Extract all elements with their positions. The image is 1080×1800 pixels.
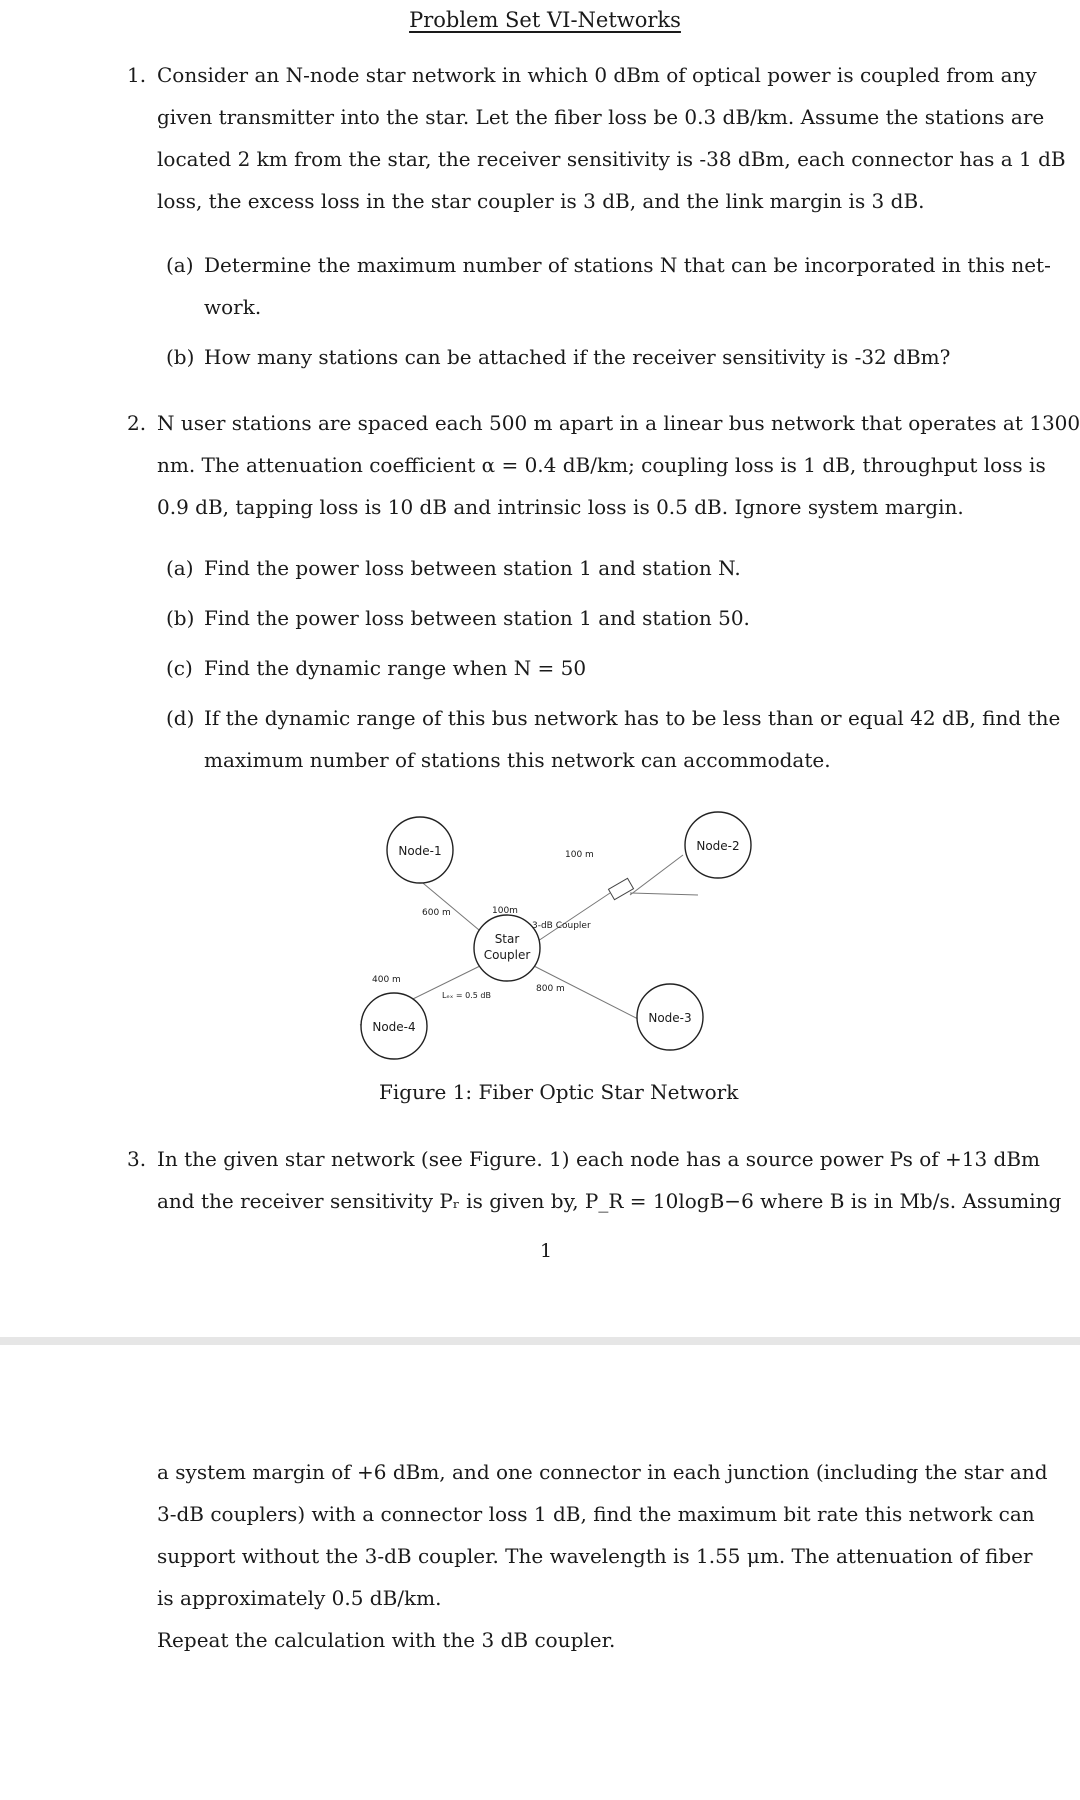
three-db-coupler-box bbox=[608, 878, 633, 899]
problem-2d-label: (d) bbox=[166, 706, 195, 730]
problem-1-line: loss, the excess loss in the star coupler is 3 dB, and the link margin is 3 dB. bbox=[157, 189, 925, 213]
page-number: 1 bbox=[540, 1240, 553, 1262]
problem-1b-text: How many stations can be attached if the receiver sensitivity is -32 dBm? bbox=[204, 345, 951, 369]
problem-1-number: 1. bbox=[127, 63, 147, 87]
link-coupler-node2 bbox=[630, 855, 683, 895]
problem-2c-label: (c) bbox=[166, 656, 193, 680]
problem-3-continued-line: support without the 3-dB coupler. The wavelength is 1.55 μm. The attenuation of fiber bbox=[157, 1544, 1033, 1568]
problem-3-continued-line: 3-dB couplers) with a connector loss 1 dB, find the maximum bit rate this network can bbox=[157, 1502, 1035, 1526]
distance-label: 600 m bbox=[422, 908, 451, 918]
problem-3-number: 3. bbox=[127, 1147, 147, 1171]
problem-2-number: 2. bbox=[127, 411, 147, 435]
problem-2-line: nm. The attenuation coefficient α = 0.4 dB/km; coupling loss is 1 dB, throughput loss is bbox=[157, 453, 1046, 477]
problem-3-continued-line: a system margin of +6 dBm, and one connector in each junction (including the star and bbox=[157, 1460, 1048, 1484]
link-coupler-tap bbox=[630, 893, 698, 895]
problem-1-line: located 2 km from the star, the receiver sensitivity is -38 dBm, each connector has a 1 dB bbox=[157, 147, 1066, 171]
problem-1a-label: (a) bbox=[166, 253, 194, 277]
page-title: Problem Set VI-Networks bbox=[409, 8, 681, 32]
problem-2d-text: maximum number of stations this network can accommodate. bbox=[204, 748, 831, 772]
problem-2-line: 0.9 dB, tapping loss is 10 dB and intrinsic loss is 0.5 dB. Ignore system margin. bbox=[157, 495, 964, 519]
problem-2c-text: Find the dynamic range when N = 50 bbox=[204, 656, 587, 680]
node-4-label: Node-4 bbox=[372, 1020, 416, 1034]
node-1-label: Node-1 bbox=[398, 844, 442, 858]
link-star-coupler bbox=[532, 893, 610, 945]
distance-label: 100m bbox=[492, 906, 518, 916]
problem-1-line: Consider an N-node star network in which 0 dBm of optical power is coupled from any bbox=[157, 63, 1037, 87]
problem-3-continued-line: is approximately 0.5 dB/km. bbox=[157, 1586, 442, 1610]
problem-2b-text: Find the power loss between station 1 and station 50. bbox=[204, 606, 750, 630]
star-coupler-label: Star bbox=[494, 932, 520, 946]
figure-caption: Figure 1: Fiber Optic Star Network bbox=[379, 1080, 739, 1104]
problem-3-line: and the receiver sensitivity Pᵣ is given by, P_R = 10logB−6 where B is in Mb/s. Assuming bbox=[157, 1189, 1062, 1213]
node-3-label: Node-3 bbox=[648, 1011, 692, 1025]
problem-3-repeat: Repeat the calculation with the 3 dB coupler. bbox=[157, 1628, 616, 1652]
problem-1b-label: (b) bbox=[166, 345, 195, 369]
problem-1a-text: work. bbox=[204, 295, 262, 319]
node-2-label: Node-2 bbox=[696, 839, 740, 853]
problem-2a-text: Find the power loss between station 1 and station N. bbox=[204, 556, 741, 580]
problem-3-line: In the given star network (see Figure. 1) each node has a source power Ps of +13 dBm bbox=[157, 1147, 1041, 1171]
distance-label: 800 m bbox=[536, 984, 565, 994]
problem-2b-label: (b) bbox=[166, 606, 195, 630]
problem-2-line: N user stations are spaced each 500 m apart in a linear bus network that operates at 1300 bbox=[157, 411, 1080, 435]
problem-2d-text: If the dynamic range of this bus network has to be less than or equal 42 dB, find the bbox=[204, 706, 1061, 730]
star-coupler-label: Coupler bbox=[483, 948, 531, 962]
three-db-coupler-label: 3-dB Coupler bbox=[532, 921, 591, 931]
star-network-figure bbox=[340, 795, 760, 1095]
problem-1a-text: Determine the maximum number of stations N that can be incorporated in this net- bbox=[204, 253, 1051, 277]
distance-label: 100 m bbox=[565, 850, 594, 860]
distance-label: 400 m bbox=[372, 975, 401, 985]
problem-2a-label: (a) bbox=[166, 556, 194, 580]
excess-loss-label: Lₑₓ = 0.5 dB bbox=[442, 991, 491, 1000]
problem-1-line: given transmitter into the star. Let the fiber loss be 0.3 dB/km. Assume the stations are bbox=[157, 105, 1045, 129]
page-separator bbox=[0, 1337, 1080, 1345]
